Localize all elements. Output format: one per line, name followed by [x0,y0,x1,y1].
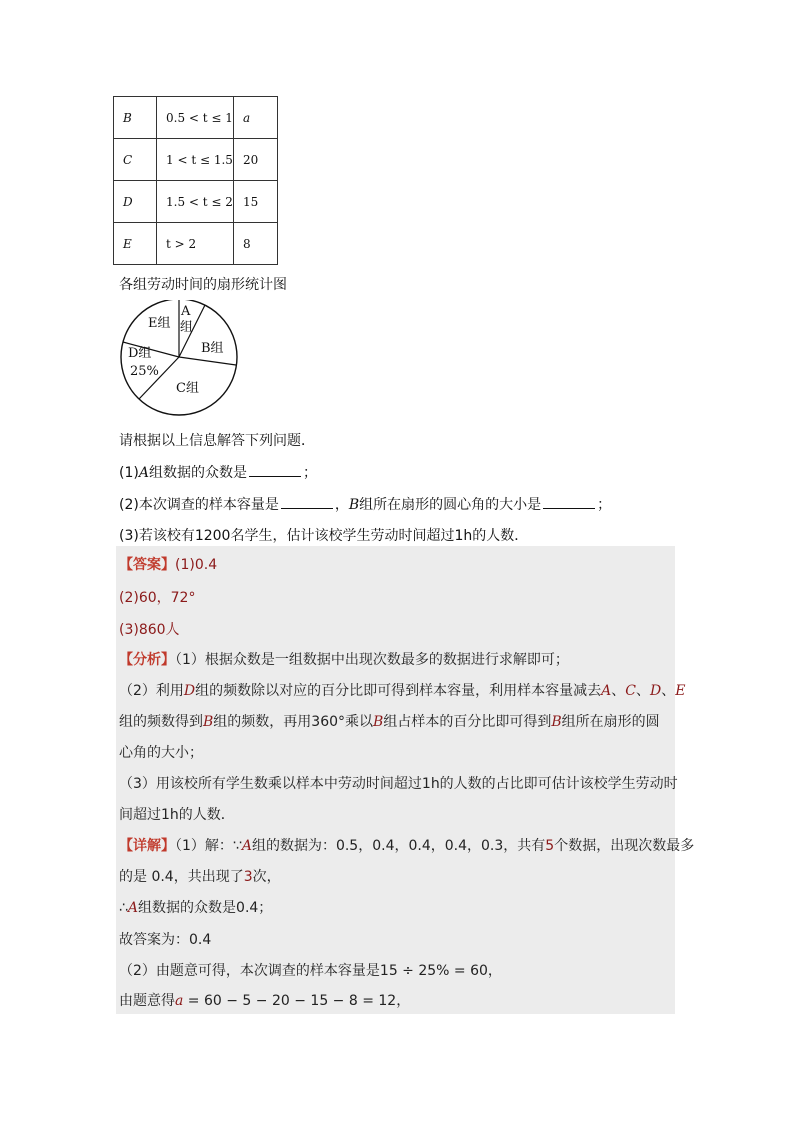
analysis-line-4: 心角的大小； [119,745,203,761]
range-cell: 1 < t ≤ 1.5 [157,139,234,181]
group-cell: C [114,139,157,181]
analysis-line-6: 间超过1h的人数． [119,807,235,823]
question-2: (2)本次调查的样本容量是 ，B组所在扇形的圆心角的大小是 ； [119,497,612,513]
analysis-line-1: 【分析】（1）根据众数是一组数据中出现次数最多的数据进行求解即可； [119,652,569,668]
detail-line-3: ∴A组数据的众数是0.4； [119,900,273,916]
answer-blank [543,495,595,509]
group-cell: E [114,223,157,265]
slice-label-a-suffix: 组 [180,320,194,335]
answer-line-1: 【答案】(1)0.4 [119,557,218,573]
count-cell: 15 [234,181,278,223]
question-3: (3)若该校有1200名学生，估计该校学生劳动时间超过1h的人数． [119,528,529,544]
slice-label-d: D组 [128,346,152,361]
question-intro: 请根据以上信息解答下列问题． [119,433,315,449]
question-1: (1)A组数据的众数是 ； [119,465,317,481]
frequency-table [113,96,278,265]
range-cell: t > 2 [157,223,234,265]
detail-line-5: （2）由题意可得，本次调查的样本容量是15 ÷ 25% = 60， [119,963,502,979]
slice-label-e: E组 [148,316,171,331]
analysis-line-2: （2）利用D组的频数除以对应的百分比即可得到样本容量，利用样本容量减去A、C、D、E [119,683,686,699]
pie-caption: 各组劳动时间的扇形统计图 [119,277,287,293]
table-row [114,139,278,181]
count-cell: a [234,97,278,139]
detail-line-1: 【详解】（1）解：∵A组的数据为：0.5，0.4，0.4，0.4，0.3，共有5个数据，出现次数最多 [119,838,695,854]
slice-label-a: A [181,304,191,319]
detail-line-4: 故答案为：0.4 [119,932,212,948]
table-row [114,223,278,265]
answer-blank [249,463,301,477]
analysis-line-5: （3）用该校所有学生数乘以样本中劳动时间超过1h的人数的占比即可估计该校学生劳动时 [119,776,678,792]
group-cell: B [114,97,157,139]
answer-line-2: (2)60，72° [119,590,196,606]
slice-label-d-percent: 25% [130,364,159,379]
group-cell: D [114,181,157,223]
range-cell: 1.5 < t ≤ 2 [157,181,234,223]
pie-chart [118,300,242,418]
answer-line-3: (3)860人 [119,622,180,638]
table-row [114,97,278,139]
answer-blank [281,495,333,509]
table-row [114,181,278,223]
range-cell: 0.5 < t ≤ 1 [157,97,234,139]
analysis-line-3: 组的频数得到B组的频数，再用360°乘以B组占样本的百分比即可得到B组所在扇形的圆 [119,714,660,730]
count-cell: 8 [234,223,278,265]
slice-label-b: B组 [201,341,224,356]
detail-line-6: 由题意得a = 60 − 5 − 20 − 15 − 8 = 12， [119,993,411,1009]
detail-line-2: 的是 0.4，共出现了3次， [119,869,281,885]
slice-label-c: C组 [176,381,199,396]
count-cell: 20 [234,139,278,181]
